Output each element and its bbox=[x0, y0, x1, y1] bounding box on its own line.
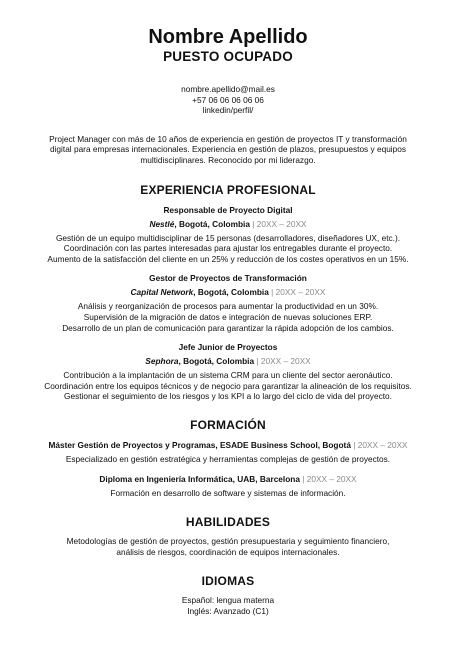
job-description bbox=[30, 301, 426, 333]
summary-line: Project Manager con más de 10 años de experiencia en gestión de proyectos IT y transformación bbox=[49, 133, 407, 144]
contact-block bbox=[30, 84, 426, 116]
section-title-experience: EXPERIENCIA PROFESIONAL bbox=[140, 182, 316, 197]
job-entry bbox=[30, 342, 426, 402]
education-description: Formación en desarrollo de software y sistemas de información. bbox=[110, 487, 346, 498]
education-degree: Máster Gestión de Proyectos y Programas, ESADE Business School, Bogotá bbox=[48, 439, 351, 450]
job-meta bbox=[30, 287, 426, 298]
contact-email[interactable]: nombre.apellido@mail.es bbox=[181, 84, 275, 94]
section-title-languages: IDIOMAS bbox=[201, 574, 255, 589]
education-dates: 20XX – 20XX bbox=[357, 439, 408, 450]
education-entry bbox=[30, 440, 426, 465]
job-location: , Bogotá, Colombia bbox=[178, 356, 255, 367]
job-description-line: Supervisión de la migración de datos e integración de nuevas soluciones ERP. bbox=[83, 311, 373, 322]
job-separator: | bbox=[268, 287, 276, 298]
job-separator: | bbox=[254, 356, 261, 367]
job-description-line: Gestión de un equipo multidisciplinar de 15 personas (desarrolladores, diseñadores UX, etc.). bbox=[55, 232, 401, 243]
candidate-name: Nombre Apellido bbox=[148, 26, 308, 48]
education-dates: 20XX – 20XX bbox=[306, 473, 357, 484]
job-title: PUESTO OCUPADO bbox=[163, 49, 293, 64]
language-item: Inglés: Avanzado (C1) bbox=[187, 605, 269, 616]
job-dates: 20XX – 20XX bbox=[260, 356, 311, 367]
job-description-line: Contribución a la implantación de un sistema CRM para un cliente del sector aeronáutico. bbox=[63, 370, 393, 381]
summary-line: digital para empresas internacionales. Experiencia en gestión de plazos, presupuestos y equipos bbox=[49, 144, 407, 155]
job-description-line: Desarrollo de un plan de comunicación para garantizar la rápida adopción de los cambios. bbox=[62, 322, 394, 333]
education-separator: | bbox=[299, 473, 307, 484]
job-role: Responsable de Proyecto Digital bbox=[163, 204, 293, 215]
job-description-line: Aumento de la satisfacción del cliente en un 25% y reducción de los costes operativos en un 15%. bbox=[47, 253, 409, 264]
education-header bbox=[30, 440, 426, 451]
job-description-line: Coordinación con las partes interesadas para ajustar los entregables durante el proyecto. bbox=[63, 243, 393, 254]
skills-line: Metodologías de gestión de proyectos, gestión presupuestaria y seguimiento financiero, bbox=[66, 536, 390, 547]
job-company: Sephora bbox=[145, 356, 179, 367]
job-description-line: Gestionar el seguimiento de los riesgos y los KPI a lo largo del ciclo de vida del proyecto. bbox=[64, 391, 392, 402]
education-degree: Diploma en Ingeniería Informática, UAB, Barcelona bbox=[99, 473, 300, 484]
job-description-line: Análisis y reorganización de procesos para aumentar la productividad en un 30%. bbox=[77, 301, 379, 312]
job-location: , Bogotá, Colombia bbox=[193, 287, 269, 298]
job-location: , Bogotá, Colombia bbox=[174, 218, 250, 229]
job-description bbox=[30, 233, 426, 265]
job-meta bbox=[30, 219, 426, 230]
education-header bbox=[30, 474, 426, 485]
job-entry bbox=[30, 205, 426, 265]
job-description-line: Coordinación entre los equipos técnicos y de negocio para garantizar la alineación de los requisitos. bbox=[44, 380, 412, 391]
education-description: Especializado en gestión estratégica y herramientas complejas de gestión de proyectos. bbox=[65, 453, 391, 464]
languages-block bbox=[30, 595, 426, 616]
job-dates: 20XX – 20XX bbox=[275, 287, 326, 298]
skills-block bbox=[30, 536, 426, 557]
skills-line: análisis de riesgos, coordinación de equipos internacionales. bbox=[116, 546, 340, 557]
job-description bbox=[30, 370, 426, 402]
job-role: Jefe Junior de Proyectos bbox=[178, 342, 278, 353]
education-entry bbox=[30, 474, 426, 499]
job-entry bbox=[30, 273, 426, 333]
job-company: Nestlé bbox=[149, 218, 175, 229]
section-title-education: FORMACIÓN bbox=[190, 417, 266, 432]
contact-linkedin[interactable]: linkedin/perfil/ bbox=[202, 105, 254, 116]
job-role: Gestor de Proyectos de Transformación bbox=[149, 273, 307, 284]
profile-summary bbox=[30, 134, 426, 166]
job-meta bbox=[30, 356, 426, 367]
job-dates: 20XX – 20XX bbox=[256, 218, 307, 229]
section-title-skills: HABILIDADES bbox=[185, 515, 271, 530]
job-separator: | bbox=[249, 218, 257, 229]
summary-line: multidisciplinares. Reconocido por mi liderazgo. bbox=[140, 154, 316, 165]
education-separator: | bbox=[350, 439, 358, 450]
contact-phone: +57 06 06 06 06 06 bbox=[192, 94, 264, 105]
language-item: Español: lengua materna bbox=[181, 595, 275, 606]
job-company: Capital Network bbox=[130, 287, 194, 298]
